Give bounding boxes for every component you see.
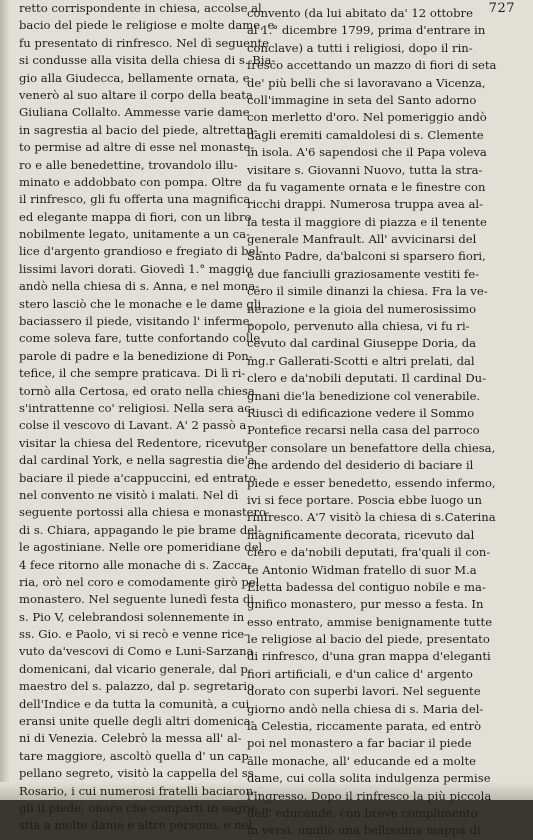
text-line: convento (da lui abitato da' 12 ottobre <box>247 6 473 20</box>
text-line: de' più belli che si lavoravano a Vicenza, <box>247 75 486 90</box>
text-line: di s. Chiara, appagando le pie brame del- <box>19 522 262 537</box>
text-line: clero e da'nobili deputati, fra'quali il con- <box>247 545 491 560</box>
text-line: te Antonio Widman fratello di suor M.a <box>247 562 477 577</box>
text-line: tornò alla Certosa, ed orato nella chiesa <box>19 383 255 398</box>
text-line: mg.r Gallerati-Scotti e altri prelati, dal <box>247 353 475 368</box>
text-line: conclave) a tutti i religiosi, dopo il rin- <box>247 40 473 55</box>
text-line: nerazione e la gioia del numerosissimo <box>247 301 477 316</box>
text-line: ria, orò nel coro e comodamente girò pel <box>19 574 260 589</box>
text-line: dal cardinal York, e nella sagrestia die'a <box>19 453 255 468</box>
text-line: magnificamente decorata, ricevuto dal <box>247 527 475 542</box>
text-line: retto corrispondente in chiesa, accolse al <box>19 1 262 15</box>
text-line: si condusse alla visita della chiesa di s. Bia- <box>19 53 276 68</box>
text-line: poi nel monastero a far baciar il piede <box>247 736 472 751</box>
text-line: s. Pio V, celebrandosi solennemente in <box>19 609 245 624</box>
text-line: minato e addobbato con pompa. Oltre <box>19 174 242 189</box>
text-line: clero e da'nobili deputati. Il cardinal Du- <box>247 371 486 386</box>
text-line: ed elegante mappa di fiori, con un libro <box>19 209 252 224</box>
text-line: vuto da'vescovi di Como e Luni-Sarzana <box>19 644 254 659</box>
text-line: Pontefice recarsi nella casa del parroco <box>247 423 480 438</box>
text-line: l'ingresso. Dopo il rinfresco la più piccola <box>247 788 492 803</box>
text-line: baciassero il piede, visitando l' inferme, <box>19 314 254 329</box>
text-line: e due fanciulli graziosamente vestiti fe- <box>247 266 480 281</box>
text-line: in isola. A'6 sapendosi che il Papa voleva <box>247 145 487 160</box>
text-line: dame, cui colla solita indulgenza permise <box>247 771 491 786</box>
text-line: tare maggiore, ascoltò quella d' un cap- <box>19 748 253 763</box>
page-number: 727 <box>488 1 515 16</box>
text-line: dorato con superbi lavori. Nel seguente <box>247 684 481 699</box>
text-line: ro e alle benedettine, trovandolo illu- <box>19 157 238 172</box>
text-line: Giuliana Collalto. Ammesse varie dame <box>19 105 250 120</box>
text-line: s'intrattenne co' religiosi. Nella sera ac- <box>19 400 255 415</box>
text-line: da fu vagamente ornata e le finestre con <box>247 179 486 194</box>
text-line: bacio del piede le religiose e molte dame, e <box>19 18 275 33</box>
text-line: fu presentato di rinfresco. Nel dì seguente <box>19 35 270 50</box>
text-line: ricchi drappi. Numerosa truppa avea al- <box>247 197 483 212</box>
text-line: gli il piede; onore che comparti in sagre- <box>19 800 259 815</box>
text-line: nel convento ne visitò i malati. Nel dì <box>19 487 239 502</box>
text-line: cero il simile dinanzi la chiesa. Fra la ve- <box>247 284 488 299</box>
text-line: baciare il piede a'cappuccini, ed entrato <box>19 470 256 485</box>
text-line: parole di padre e la benedizione di Pon- <box>19 348 253 363</box>
text-line: seguente portossi alla chiesa e monastero <box>19 505 267 520</box>
text-line: dagli eremiti camaldolesi di s. Clemente <box>247 127 484 142</box>
text-line: lice d'argento grandioso e fregiato di bel- <box>19 244 263 259</box>
text-line: dell'Indice e da tutta la comunità, a cui <box>19 696 250 711</box>
text-line: con merletto d'oro. Nel pomeriggio andò <box>247 110 487 125</box>
text-line: rinfresco. A'7 visitò la chiesa di s.Caterina <box>247 510 496 525</box>
text-line: cevuto dal cardinal Giuseppe Doria, da <box>247 336 477 351</box>
text-line: le religiose al bacio del piede, presentato <box>247 632 490 647</box>
right-text-column <box>247 5 497 840</box>
text-line: di rinfresco, d'una gran mappa d'eleganti <box>247 649 491 664</box>
left-text-column <box>19 0 276 835</box>
text-line: ss. Gio. e Paolo, vi si recò e venne rice- <box>19 627 248 642</box>
text-line: esso entrato, ammise benignamente tutte <box>247 614 493 629</box>
text-line: al 1.° dicembre 1799, prima d'entrare in <box>247 23 486 38</box>
text-line: ni di Venezia. Celebrò la messa all' al- <box>19 731 242 746</box>
text-line: pellano segreto, visitò la cappella del ss. <box>19 766 258 781</box>
text-line: giorno andò nella chiesa di s. Maria del- <box>247 701 484 716</box>
text-line: dell' educande, con breve complimento <box>247 805 478 820</box>
text-line: ivi si fece portare. Poscia ebbe luogo un <box>247 492 482 507</box>
text-line: visitar la chiesa del Redentore, ricevuto <box>19 435 254 450</box>
text-line: nobilmente legato, unitamente a un ca- <box>19 227 251 242</box>
text-line: la Celestia, riccamente parata, ed entrò <box>247 719 482 734</box>
text-line: in sagrestia al bacio del piede, altrettan- <box>19 122 258 137</box>
text-line: che ardendo del desiderio di baciare il <box>247 458 474 473</box>
text-line: fresco accettando un mazzo di fiori di seta <box>247 58 497 73</box>
page-gutter-shadow <box>0 0 10 800</box>
text-line: visitare s. Giovanni Nuovo, tutta la stra- <box>247 162 483 177</box>
text-line: gnani die'la benedizione col venerabile. <box>247 388 481 403</box>
text-line: gio alla Giudecca, bellamente ornata, e <box>19 70 250 85</box>
text-line: le agostiniane. Nelle ore pomeridiane del <box>19 540 263 555</box>
text-line: generale Manfrault. All' avvicinarsi del <box>247 232 477 247</box>
text-line: gnifico monastero, pur messo a festa. In <box>247 597 484 612</box>
text-line: venerò al suo altare il corpo della beata <box>19 87 253 102</box>
text-line: to permise ad altre di esse nel monaste- <box>19 140 255 155</box>
text-line: Santo Padre, da'balconi si sparsero fiori, <box>247 249 486 264</box>
text-line: come soleva fare, tutte confortando colle <box>19 331 261 346</box>
text-line: in versi, umiliò una bellissima mappa di <box>247 823 481 838</box>
text-line: monastero. Nel seguente lunedì festa di <box>19 592 254 607</box>
text-line: eransi unite quelle degli altri domenica- <box>19 714 255 729</box>
text-line: Eletta badessa del contiguo nobile e ma- <box>247 579 486 594</box>
text-line: alle monache, all' educande ed a molte <box>247 753 476 768</box>
text-line: la testa il maggiore di piazza e il tenente <box>247 214 487 229</box>
text-line: lissimi lavori dorati. Giovedì 1.° maggio <box>19 261 253 276</box>
text-line: domenicani, dal vicario generale, dal p. <box>19 661 252 676</box>
text-line: tefice, il che sempre praticava. Di lì ri- <box>19 366 246 381</box>
text-line: Riuscì di edificazione vedere il Sommo <box>247 405 475 420</box>
text-line: coll'immagine in seta del Santo adorno <box>247 92 477 107</box>
text-line: maestro del s. palazzo, dal p. segretario <box>19 679 255 694</box>
text-line: stia a molte dame e altre persone, e nel <box>19 818 253 833</box>
text-line: piede e esser benedetto, essendo infermo, <box>247 475 496 490</box>
text-line: colse il vescovo di Lavant. A' 2 passò a <box>19 418 247 433</box>
text-line: popolo, pervenuto alla chiesa, vi fu ri- <box>247 319 470 334</box>
text-line: 4 fece ritorno alle monache di s. Zacca- <box>19 557 252 572</box>
text-line: Rosario, i cui numerosi fratelli baciaron- <box>19 783 258 798</box>
text-line: il rinfresco, gli fu offerta una magnifica <box>19 192 251 207</box>
text-line: stero lasciò che le monache e le dame gli <box>19 296 262 311</box>
text-line: andò nella chiesa di s. Anna, e nel mona- <box>19 279 260 294</box>
text-line: fiori artificiali, e d'un calice d' argento <box>247 666 473 681</box>
text-line: per consolare un benefattore della chiesa, <box>247 440 496 455</box>
